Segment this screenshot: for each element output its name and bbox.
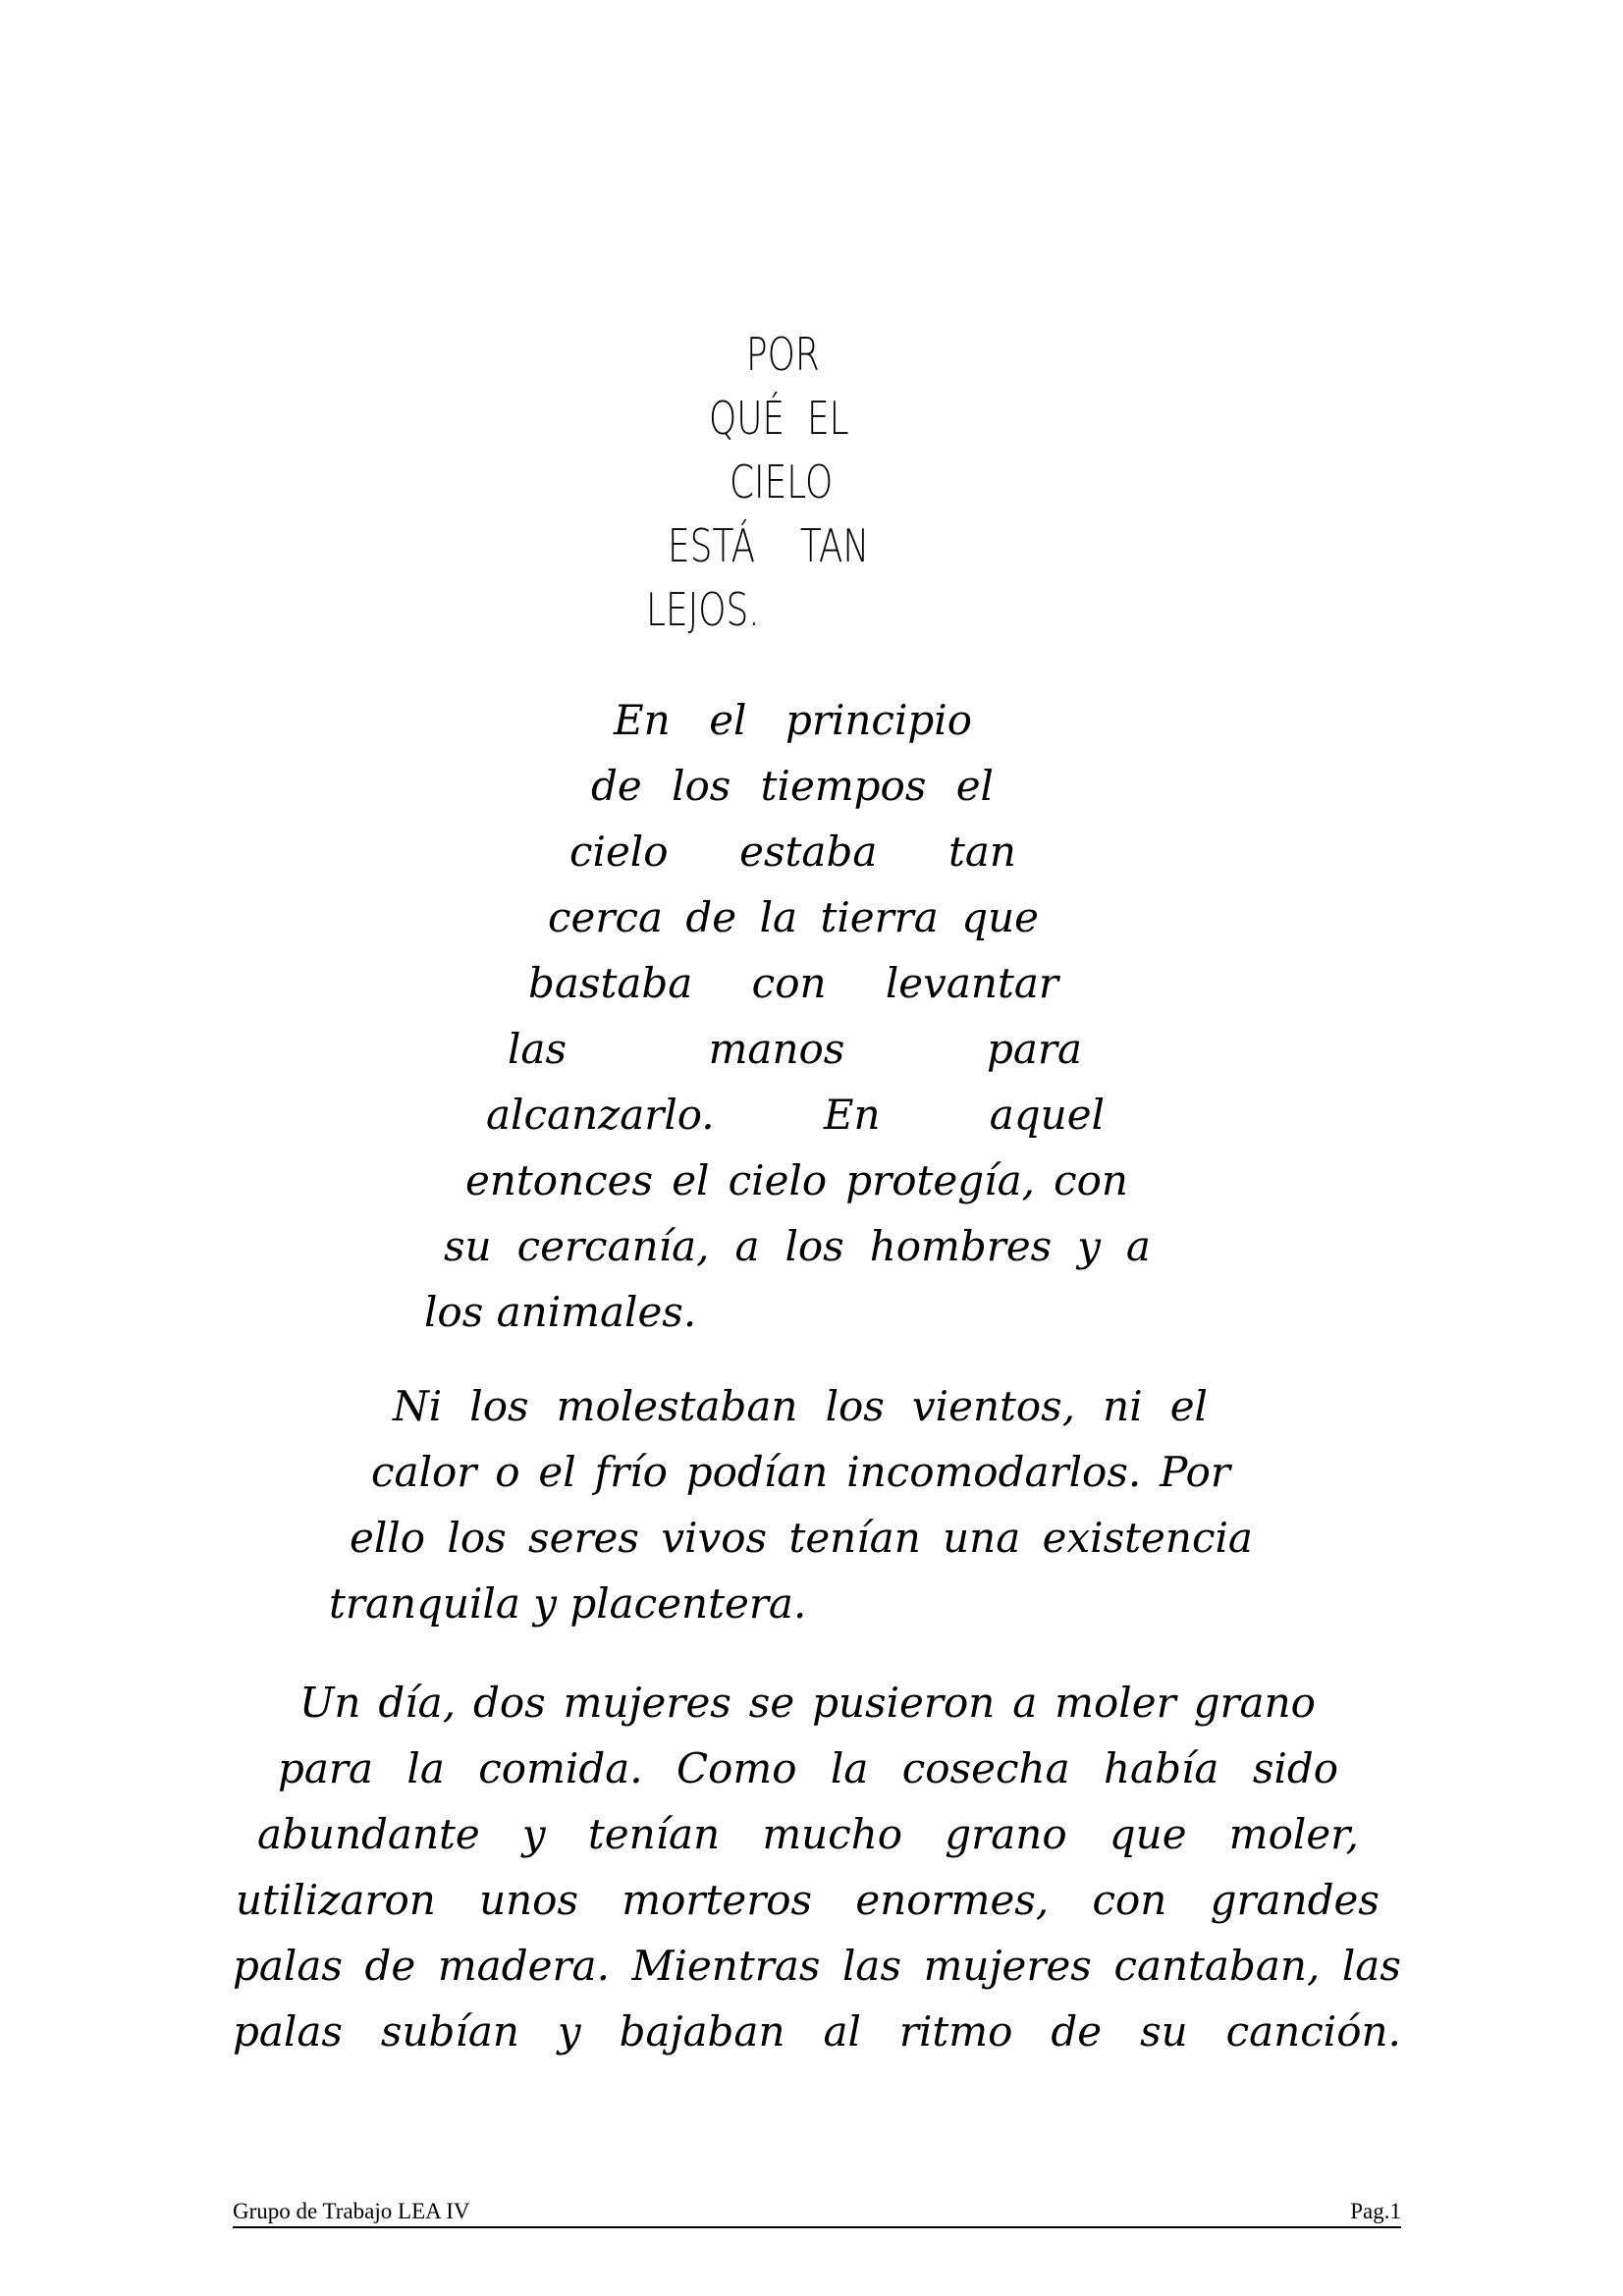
word: con	[1054, 1156, 1128, 1204]
word: el	[538, 1448, 576, 1496]
word: los	[447, 1514, 507, 1562]
word: molestaban	[556, 1382, 798, 1430]
word: subían	[380, 2007, 519, 2056]
word: los animales.	[424, 1288, 697, 1336]
word: el	[709, 696, 747, 744]
word: morteros	[622, 1876, 813, 1924]
paragraph-1-line-3	[569, 828, 1016, 876]
paragraph-3-line-2	[278, 1744, 1338, 1792]
word: vivos	[661, 1514, 768, 1562]
word: canción.	[1225, 2007, 1401, 2056]
word: tiempos	[760, 762, 927, 810]
word: levantar	[885, 959, 1058, 1007]
word: tenían	[587, 1810, 721, 1858]
word: mujeres	[563, 1679, 731, 1727]
word: su	[1140, 2007, 1188, 2056]
paragraph-1-line-2	[591, 762, 994, 810]
title-line-2: QUÉ EL	[709, 392, 849, 445]
word: En	[614, 696, 671, 744]
paragraph-3-line-3	[257, 1810, 1359, 1858]
word: palas	[233, 1942, 343, 1990]
word: de	[364, 1942, 416, 1990]
word: su	[444, 1222, 492, 1270]
word: o	[495, 1448, 520, 1496]
word: día,	[378, 1679, 457, 1727]
word: el	[672, 1156, 710, 1204]
title-line-5: LEJOS.	[646, 583, 760, 636]
word: al	[823, 2007, 861, 2056]
paragraph-2-line-4	[329, 1579, 807, 1628]
word: tranquila y placentera.	[329, 1579, 807, 1628]
paragraph-1-line-8	[465, 1156, 1128, 1204]
word: enormes,	[855, 1876, 1050, 1924]
word: incomodarlos.	[846, 1448, 1142, 1496]
word: frío	[594, 1448, 668, 1496]
paragraph-2-line-1	[393, 1382, 1208, 1430]
title-line-1: POR	[746, 328, 820, 381]
word: cantaban,	[1113, 1942, 1321, 1990]
word: Un	[299, 1679, 361, 1727]
word: palas	[233, 2007, 343, 2056]
word: principio	[784, 696, 972, 744]
word: a	[1012, 1679, 1038, 1727]
paragraph-2-line-2	[371, 1448, 1230, 1496]
word: que	[961, 893, 1039, 941]
word: de	[685, 893, 737, 941]
word: bajaban	[619, 2007, 785, 2056]
word: a	[1125, 1222, 1151, 1270]
footer-page-number: Pag.1	[1350, 2199, 1401, 2223]
word: las	[1341, 1942, 1401, 1990]
paragraph-3-line-1	[299, 1679, 1316, 1727]
paragraph-1-line-6	[508, 1025, 1082, 1073]
word: alcanzarlo.	[486, 1091, 715, 1139]
word: los	[825, 1382, 885, 1430]
word: que	[1109, 1810, 1187, 1858]
word: aquel	[989, 1091, 1105, 1139]
word: había	[1104, 1744, 1219, 1792]
word: cerca	[548, 893, 664, 941]
word: la	[759, 893, 798, 941]
word: abundante	[257, 1810, 480, 1858]
word: unos	[479, 1876, 579, 1924]
word: la	[406, 1744, 445, 1792]
word: protegía,	[845, 1156, 1035, 1204]
word: cosecha	[901, 1744, 1070, 1792]
word: Ni	[393, 1382, 443, 1430]
word: los	[672, 762, 731, 810]
word: tierra	[820, 893, 939, 941]
word: tan	[948, 828, 1016, 876]
word: el	[955, 762, 994, 810]
word: cielo	[569, 828, 669, 876]
word: para	[986, 1025, 1082, 1073]
word: sido	[1252, 1744, 1338, 1792]
word: En	[823, 1091, 881, 1139]
word: y	[521, 1810, 546, 1858]
word: las	[842, 1942, 902, 1990]
word: grano	[1193, 1679, 1316, 1727]
paragraph-1-line-5	[528, 959, 1058, 1007]
word: calor	[371, 1448, 477, 1496]
word: madera.	[437, 1942, 610, 1990]
paragraph-1-line-7	[486, 1091, 1105, 1139]
word: una	[943, 1514, 1021, 1562]
word: seres	[528, 1514, 639, 1562]
word: Por	[1160, 1448, 1230, 1496]
footer-group-name: Grupo de Trabajo LEA IV	[233, 2199, 470, 2223]
word: de	[1051, 2007, 1103, 2056]
word: para	[278, 1744, 374, 1792]
word: la	[830, 1744, 869, 1792]
word: a	[734, 1222, 760, 1270]
word: grano	[945, 1810, 1067, 1858]
word: existencia	[1042, 1514, 1253, 1562]
word: las	[508, 1025, 568, 1073]
word: y	[557, 2007, 581, 2056]
word: los	[469, 1382, 529, 1430]
word: comida.	[478, 1744, 643, 1792]
word: utilizaron	[236, 1876, 436, 1924]
paragraph-1-line-9	[444, 1222, 1151, 1270]
word: Mientras	[631, 1942, 821, 1990]
word: ni	[1103, 1382, 1143, 1430]
word: manos	[708, 1025, 845, 1073]
paragraph-3-line-6	[233, 2007, 1401, 2056]
word: tenían	[788, 1514, 921, 1562]
paragraph-1-line-1	[614, 696, 972, 744]
paragraph-1-line-4	[548, 893, 1039, 941]
word: Como	[676, 1744, 797, 1792]
title-line-3: CIELO	[730, 455, 834, 508]
word: y	[1077, 1222, 1101, 1270]
word: podían	[685, 1448, 829, 1496]
word: pusieron	[812, 1679, 996, 1727]
word: mucho	[762, 1810, 903, 1858]
word: grandes	[1210, 1876, 1380, 1924]
word: se	[748, 1679, 795, 1727]
page-footer	[233, 2197, 1401, 2228]
word: entonces	[465, 1156, 654, 1204]
word: mujeres	[923, 1942, 1092, 1990]
word: ello	[350, 1514, 426, 1562]
word: hombres	[869, 1222, 1053, 1270]
word: el	[1169, 1382, 1208, 1430]
word: vientos,	[911, 1382, 1076, 1430]
word: con	[751, 959, 827, 1007]
word: cielo	[728, 1156, 828, 1204]
word: dos	[472, 1679, 546, 1727]
word: con	[1092, 1876, 1167, 1924]
word: moler	[1055, 1679, 1176, 1727]
word: de	[591, 762, 642, 810]
word: estaba	[739, 828, 878, 876]
title-line-4: ESTÁ TAN	[668, 519, 870, 572]
paragraph-2-line-3	[350, 1514, 1253, 1562]
word: moler,	[1228, 1810, 1359, 1858]
word: bastaba	[528, 959, 693, 1007]
paragraph-1-line-10	[424, 1288, 697, 1336]
paragraph-3-line-4	[236, 1876, 1380, 1924]
word: cercanía,	[516, 1222, 710, 1270]
word: los	[784, 1222, 844, 1270]
paragraph-3-line-5	[233, 1942, 1401, 1990]
word: ritmo	[898, 2007, 1013, 2056]
